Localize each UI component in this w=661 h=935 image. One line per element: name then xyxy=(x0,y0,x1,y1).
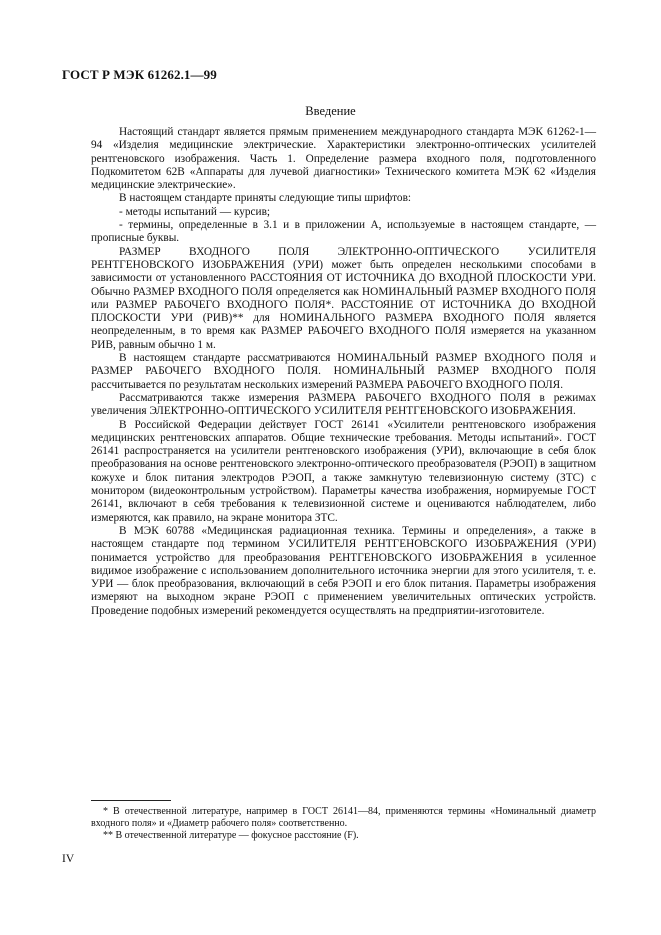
paragraph: - методы испытаний — курсив; xyxy=(119,205,271,218)
paragraph: В настоящем стандарте рассматриваются НОМИНАЛЬНЫЙ РАЗМЕР ВХОДНОГО ПОЛЯ и РАЗМЕР РАБОЧЕГО ВХОДНОГО ПОЛЯ. НОМИНАЛЬНЫЙ РАЗМЕР ВХОДНОГО ПОЛЯ рассчитывается по результатам нескольких измерений РАЗМЕРА РАБОЧЕГО ВХОДНОГО ПОЛЯ. xyxy=(91,352,596,391)
paragraph: Настоящий стандарт является прямым применением международного стандарта МЭК 61262-1—94 «Изделия медицинские электрические. Характеристики электронно-оптических усилителей рентгеновского изображения. Часть 1. Определение размера входного поля, подготовленного Подкомитетом 62В «Аппараты для лучевой диагностики» Технического комитета МЭК 62 «Изделия медицинские электрические». xyxy=(91,126,596,192)
section-title: Введение xyxy=(305,104,356,118)
footnote: * В отечественной литературе, например в ГОСТ 26141—84, применяются термины «Номинальный диаметр входного поля» и «Диаметр рабочего поля» соответственно. xyxy=(91,806,596,829)
page-number: IV xyxy=(62,853,75,865)
body-text xyxy=(91,126,596,618)
document-header: ГОСТ Р МЭК 61262.1—99 xyxy=(62,67,217,82)
footnotes xyxy=(91,806,596,842)
footnote: ** В отечественной литературе — фокусное расстояние (F). xyxy=(103,830,359,841)
paragraph: В МЭК 60788 «Медицинская радиационная техника. Термины и определения», а также в настоящем стандарте под термином УСИЛИТЕЛЯ РЕНТГЕНОВСКОГО ИЗОБРАЖЕНИЯ (УРИ) понимается устройство для преобразования РЕНТГЕНОВСКОГО ИЗОБРАЖЕНИЯ в усиленное видимое изображение с использованием дополнительного источника энергии для этого усилителя, т. е. УРИ — блок преобразования, включающий в себя РЭОП и его блок питания. Параметры изображения измеряют на выходном экране РЭОП с применением увеличительных оптических устройств. Проведение подобных измерений рекомендуется осуществлять на предприятии-изготовителе. xyxy=(91,524,596,617)
paragraph: В Российской Федерации действует ГОСТ 26141 «Усилители рентгеновского изображения медицинских рентгеновских аппаратов. Общие технические требования. Методы испытаний». ГОСТ 26141 распространяется на усилители рентгеновского изображения (УРИ), включающие в себя блок преобразования на основе рентгеновского электронно-оптического преобразователя (РЭОП) в защитном кожухе и блок питания электродов РЭОП, а также замкнутую телевизионную систему (ЗТС) с монитором (видеоконтрольным устройством). Параметры качества изображения, нормируемые ГОСТ 26141, включают в себя требования к телевизионной системе и оцениваются наблюдателем, либо измеряются, как правило, на экране монитора ЗТС. xyxy=(91,418,596,524)
paragraph: Рассматриваются также измерения РАЗМЕРА РАБОЧЕГО ВХОДНОГО ПОЛЯ в режимах увеличения ЭЛЕКТРОННО-ОПТИЧЕСКОГО УСИЛИТЕЛЯ РЕНТГЕНОВСКОГО ИЗОБРАЖЕНИЯ. xyxy=(91,391,596,418)
paragraph: В настоящем стандарте приняты следующие типы шрифтов: xyxy=(119,192,412,205)
footnote-divider xyxy=(91,800,171,801)
paragraph: - термины, определенные в 3.1 и в приложении А, используемые в настоящем стандарте, — прописные буквы. xyxy=(91,219,596,245)
paragraph: РАЗМЕР ВХОДНОГО ПОЛЯ ЭЛЕКТРОННО-ОПТИЧЕСКОГО УСИЛИТЕЛЯ РЕНТГЕНОВСКОГО ИЗОБРАЖЕНИЯ (УРИ) может быть определен несколькими способами в зависимости от установленного РАССТОЯНИЯ ОТ ИСТОЧНИКА ДО ВХОДНОЙ ПЛОСКОСТИ УРИ. Обычно РАЗМЕР ВХОДНОГО ПОЛЯ определяется как НОМИНАЛЬНЫЙ РАЗМЕР ВХОДНОГО ПОЛЯ или РАЗМЕР РАБОЧЕГО ВХОДНОГО ПОЛЯ*. РАССТОЯНИЕ ОТ ИСТОЧНИКА ДО ВХОДНОЙ ПЛОСКОСТИ УРИ (РИВ)** для НОМИНАЛЬНОГО РАЗМЕРА ВХОДНОГО ПОЛЯ является неопределенным, в то время как РАЗМЕР РАБОЧЕГО ВХОДНОГО ПОЛЯ измеряется на указанном РИВ, равным обычно 1 м. xyxy=(91,245,596,351)
